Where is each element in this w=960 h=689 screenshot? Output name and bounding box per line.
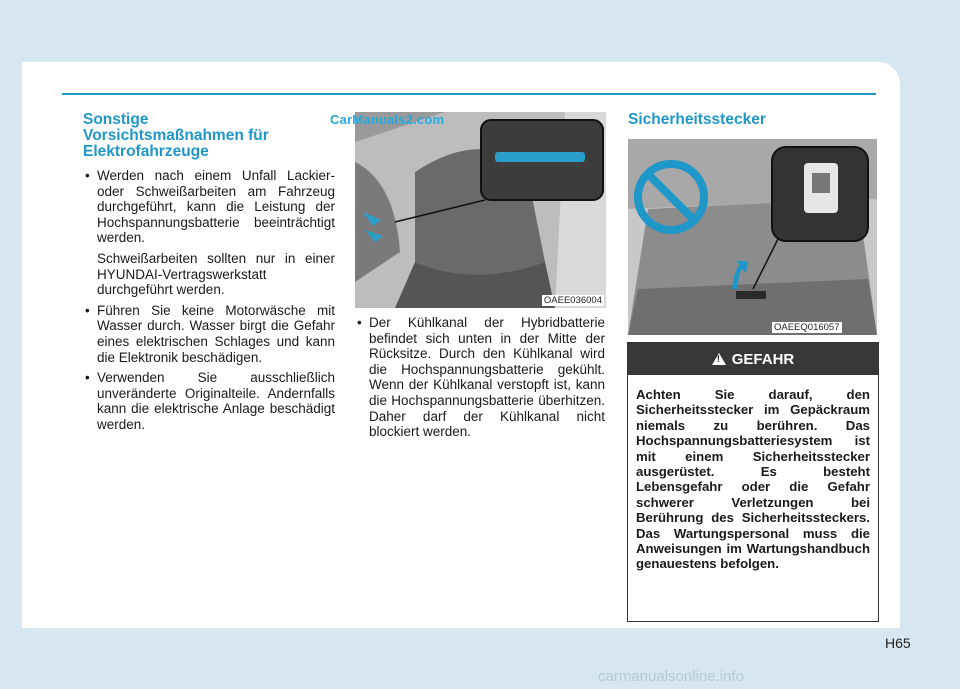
heading-line-1: Sonstige <box>83 111 149 128</box>
rear-seat-illustration <box>355 112 606 308</box>
heading-line-2: Vorsichtsmaßnahmen für <box>83 127 269 144</box>
danger-box <box>627 342 879 622</box>
list-item <box>83 303 335 365</box>
bullet-text: Werden nach einem Unfall Lackier- oder Schweißarbeiten am Fahrzeug durchgeführt, kann die Leistung der Hochspannungsbatterie beeinträchtigt werden. <box>97 168 335 246</box>
danger-header <box>628 343 878 375</box>
footer-watermark: carmanualsonline.info <box>598 668 744 685</box>
section-other-precautions <box>83 112 335 438</box>
precaution-list <box>83 168 335 246</box>
bullet-text: Führen Sie keine Motorwäsche mit Wasser durch. Wasser birgt die Gefahr eines elektrischen Schlages und kann die Elektronik beschädigen. <box>97 302 335 365</box>
section-heading: Sicherheitsstecker <box>628 111 766 128</box>
sub-paragraph: Schweißarbeiten sollten nur in einer HYUNDAI-Vertragswerkstatt durchgeführt werden. <box>97 250 335 298</box>
list-item <box>83 168 335 246</box>
section-heading <box>83 112 335 160</box>
cooling-list <box>355 315 605 440</box>
heading-line-3: Elektrofahrzeuge <box>83 143 209 160</box>
list-item <box>355 315 605 440</box>
figure-code: OAEEQ016057 <box>774 322 840 333</box>
figure-rear-seat-cooling-duct <box>355 112 606 308</box>
figure-code: OAEE036004 <box>543 295 602 306</box>
danger-text: Achten Sie darauf, den Sicherheitsstecker im Gepäckraum niemals zu berühren. Das Hochspannungsbatteriesystem ist mit einem Sicherheitsstecker ausgerüstet. Es besteht Lebensgefahr oder die Gefahr schwerer Verletzungen bei Berührung des Sicherheitssteckers. Das Wartungspersonal muss die Anweisungen im Wartungshandbuch genauestens befolgen. <box>636 387 870 572</box>
danger-title: GEFAHR <box>731 350 795 368</box>
section-cooling-duct <box>355 315 605 445</box>
bullet-text: Der Kühlkanal der Hybridbatterie befindet sich unten in der Mitte der Rücksitze. Durch den Kühlkanal wird die Hochspannungsbatterie gekühlt. Wenn der Kühlkanal verstopft ist, kann die Hochspannungsbatterie überhitzen. Daher darf der Kühlkanal nicht blockiert werden. <box>369 315 605 440</box>
precaution-list-cont <box>83 303 335 433</box>
section-safety-plug <box>628 112 878 128</box>
cargo-area-illustration <box>628 139 877 335</box>
figure-cargo-safety-plug <box>628 139 877 335</box>
warning-icon: ! <box>712 353 726 365</box>
top-rule <box>62 93 876 95</box>
watermark: CarManuals2.com <box>330 112 445 127</box>
page-number: H65 <box>885 635 911 651</box>
list-item <box>83 370 335 432</box>
bullet-text: Verwenden Sie ausschließlich unveränderte Originalteile. Andernfalls kann die elektrische Anlage beschädigt werden. <box>97 370 335 432</box>
